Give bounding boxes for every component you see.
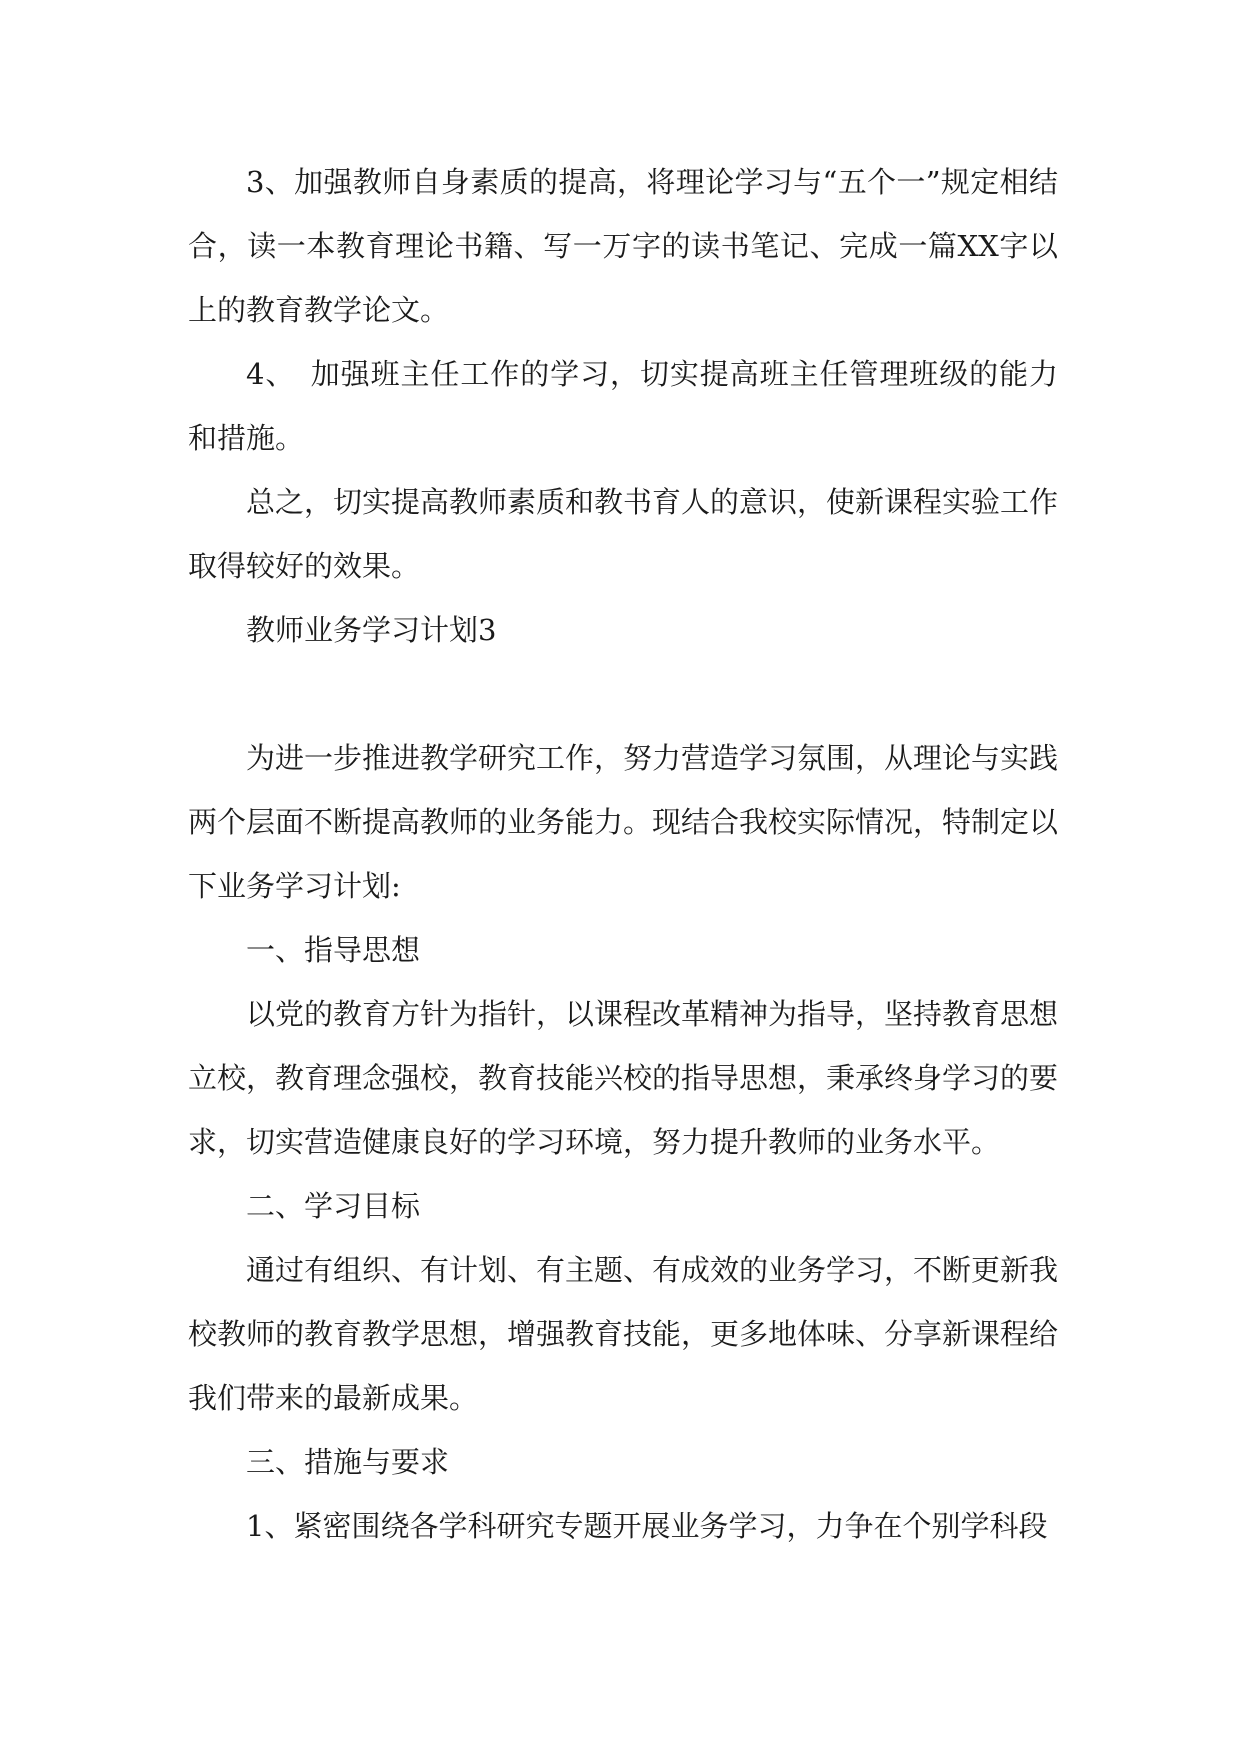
paragraph-learning-goals: 通过有组织、有计划、有主题、有成效的业务学习，不断更新我校教师的教育教学思想，增强教育技能，更多地体味、分享新课程给我们带来的最新成果。 bbox=[188, 1253, 1059, 1415]
paragraph-guiding-thought: 以党的教育方针为指针，以课程改革精神为指导，坚持教育思想立校，教育理念强校，教育技能兴校的指导思想，秉承终身学习的要求，切实营造健康良好的学习环境，努力提升教师的业务水平。 bbox=[188, 997, 1059, 1159]
paragraph-measure-1: 1、紧密围绕各学科研究专题开展业务学习，力争在个别学科段 bbox=[246, 1509, 1048, 1543]
paragraph-summary: 总之，切实提高教师素质和教书育人的意识，使新课程实验工作取得较好的效果。 bbox=[188, 485, 1059, 583]
paragraph-item-4: 4、 加强班主任工作的学习，切实提高班主任管理班级的能力和措施。 bbox=[188, 357, 1058, 455]
heading-learning-goals: 二、学习目标 bbox=[246, 1189, 421, 1223]
heading-guiding-thought: 一、指导思想 bbox=[246, 933, 421, 967]
document-body bbox=[188, 150, 1058, 1558]
heading-measures: 三、措施与要求 bbox=[246, 1445, 450, 1479]
paragraph-intro: 为进一步推进教学研究工作，努力营造学习氛围，从理论与实践两个层面不断提高教师的业务能力。现结合我校实际情况，特制定以下业务学习计划: bbox=[188, 741, 1059, 903]
paragraph-item-3: 3、加强教师自身素质的提高，将理论学习与“五个一”规定相结合，读一本教育理论书籍、写一万字的读书笔记、完成一篇XX字以上的教育教学论文。 bbox=[188, 165, 1058, 327]
section-title: 教师业务学习计划3 bbox=[246, 613, 497, 647]
